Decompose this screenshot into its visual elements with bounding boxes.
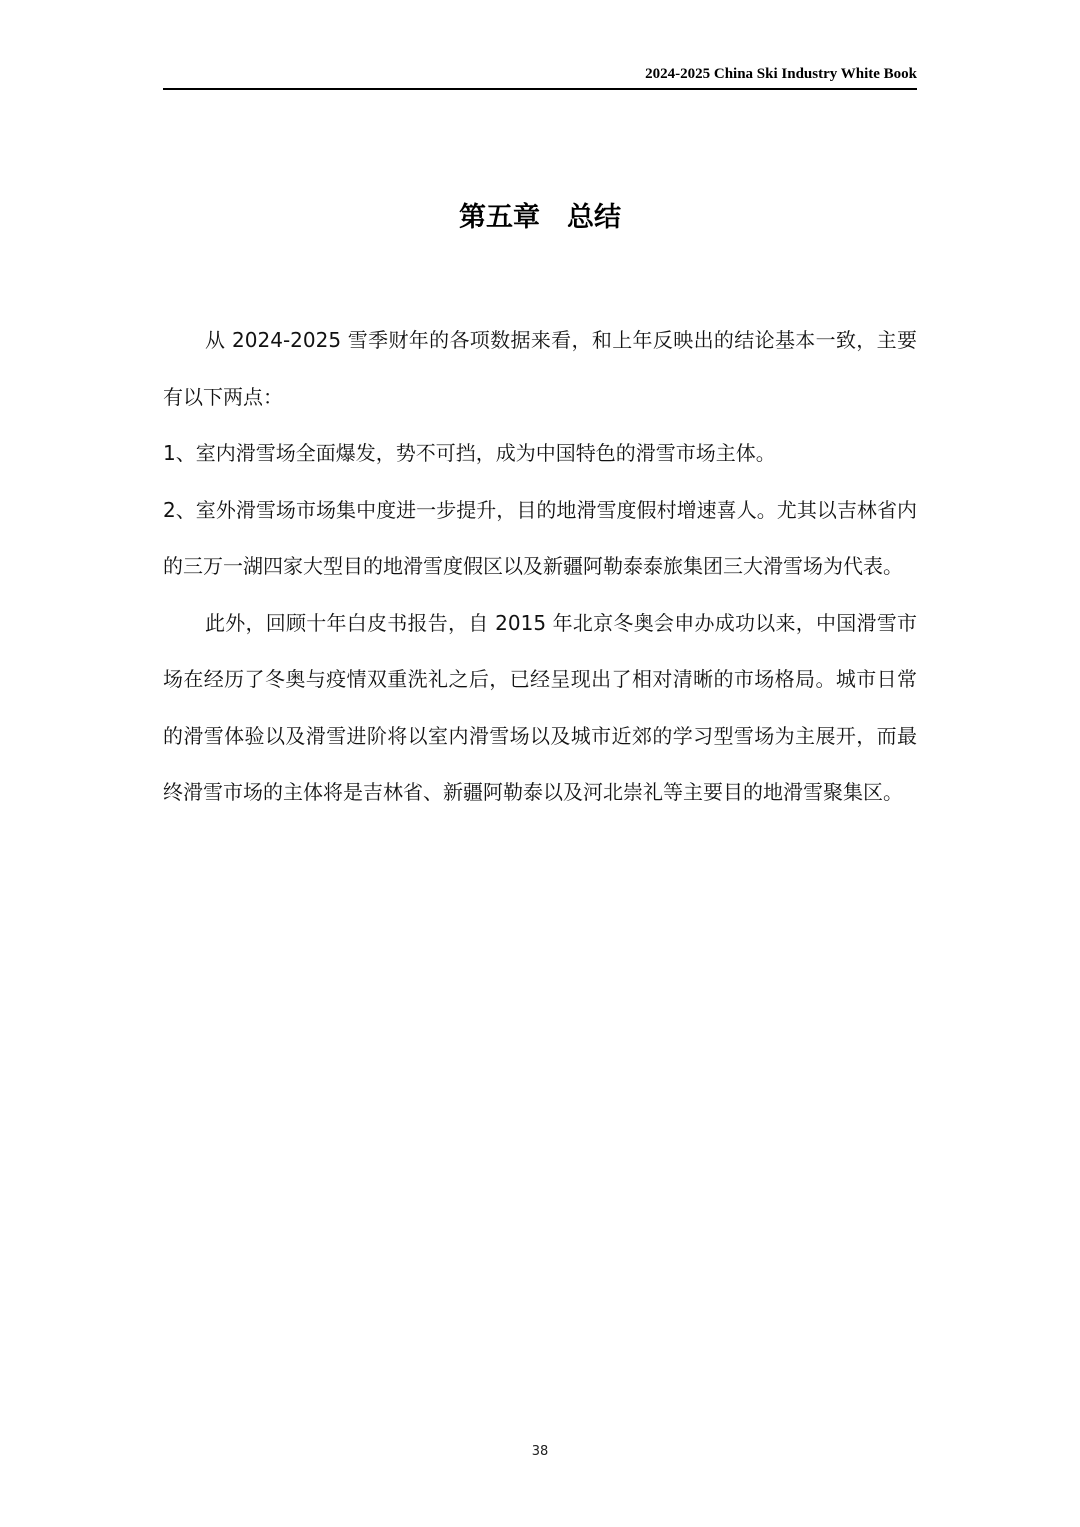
paragraph-conclusion: 此外，回顾十年白皮书报告，自 2015 年北京冬奥会申办成功以来，中国滑雪市场在经历了冬奥与疫情双重洗礼之后，已经呈现出了相对清晰的市场格局。城市日常的滑雪体验以及滑雪进阶将以室内滑雪场以及城市近郊的学习型雪场为主展开，而最终滑雪市场的主体将是吉林省、新疆阿勒泰以及河北崇礼等主要目的地滑雪聚集区。 [163, 610, 917, 804]
header-title: 2024-2025 China Ski Industry White Book [645, 66, 917, 82]
page-number: 38 [531, 1444, 549, 1459]
page-header [163, 62, 917, 90]
paragraph-point-2: 2、室外滑雪场市场集中度进一步提升，目的地滑雪度假村增速喜人。尤其以吉林省内的三万一湖四家大型目的地滑雪度假区以及新疆阿勒泰泰旅集团三大滑雪场为代表。 [163, 497, 917, 578]
chapter-title: 第五章 总结 [459, 202, 621, 233]
paragraph-intro: 从 2024-2025 雪季财年的各项数据来看，和上年反映出的结论基本一致，主要有以下两点： [163, 328, 917, 409]
paragraph-point-1: 1、室内滑雪场全面爆发，势不可挡，成为中国特色的滑雪市场主体。 [163, 441, 776, 465]
body-text [163, 312, 917, 821]
